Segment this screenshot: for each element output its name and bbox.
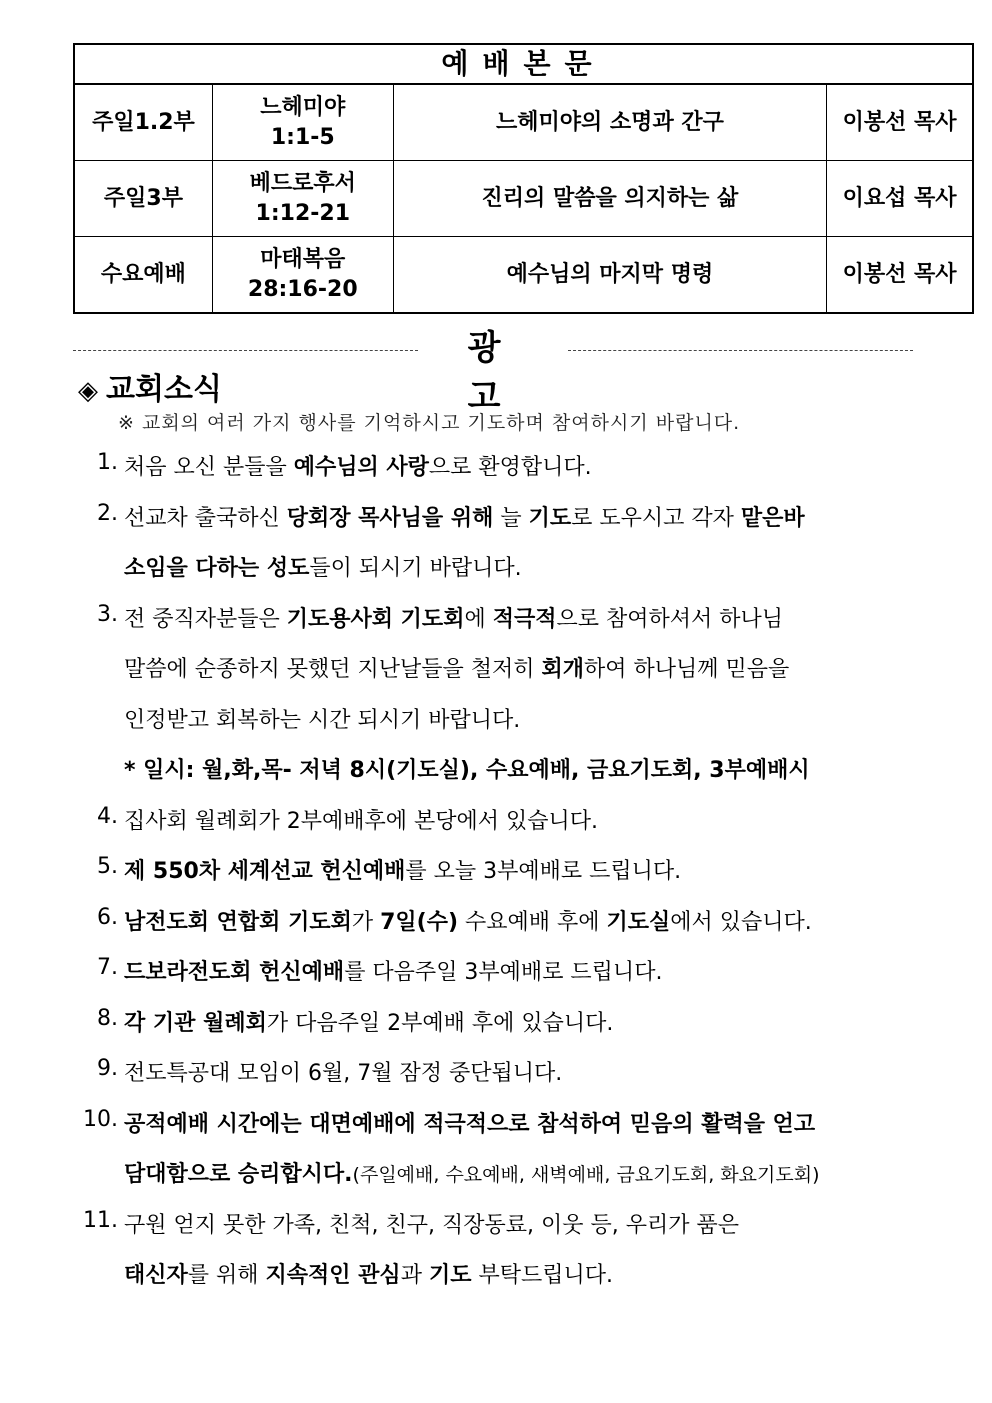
sermon-title: 진리의 말씀을 의지하는 삶 [393,161,826,237]
announcement-text: 말씀에 순종하지 못했던 지난날들을 철저히 회개하여 하나님께 믿음을 [124,657,790,682]
emphasis-text: 기도용사회 기도회 [286,606,465,632]
emphasis-text: 제 550차 세계선교 헌신예배 [124,859,406,884]
scripture-verse: 1:12-21 [255,200,351,226]
announcement-text: 드보라전도회 헌신예배를 다음주일 3부예배로 드립니다. [124,960,663,985]
announcement-text [124,1157,819,1188]
divider-right [568,350,913,351]
worship-table-title: 예배본문 [74,44,973,84]
sub-note: ※ 교회의 여러 가지 행사를 기억하시고 기도하며 참여하시기 바랍니다. [118,412,741,434]
emphasis-text: 회개 [541,657,585,682]
worship-row [74,84,973,161]
emphasis-text: * 일시: 월,화,목- 저녁 8시(기도실), 수요예배, 금요기도회, 3부예배시 [124,758,810,783]
announcement-text: 남전도회 연합회 기도회가 7일(수) 수요예배 후에 기도실에서 있습니다. [124,909,812,935]
sermon-title: 느헤미야의 소명과 간구 [393,84,826,161]
emphasis-text: 예수님의 사랑 [293,455,429,480]
announcement-text: 선교차 출국하신 당회장 목사님을 위해 늘 기도로 도우시고 각자 맡은바 [124,505,805,531]
emphasis-text: 7일(수) [380,909,459,935]
announcement-number: 6. [97,904,118,930]
announcement-text: 제 550차 세계선교 헌신예배를 오늘 3부예배로 드립니다. [124,859,682,884]
announcement-text [124,1107,815,1138]
emphasis-text: 태신자 [124,1263,188,1288]
announcement-number: 7. [97,955,118,980]
emphasis-text: 기도실 [606,909,671,935]
worship-text-table [73,43,974,314]
notice-title: 광고 [467,328,539,417]
emphasis-text: 맡은바 [740,505,805,531]
announcement-text: 처음 오신 분들을 예수님의 사랑으로 환영합니다. [124,455,592,480]
section-title [78,364,222,408]
announcement-number: 11. [83,1207,118,1233]
announcement-text: 각 기관 월례회가 다음주일 2부예배 후에 있습니다. [124,1010,614,1036]
announcement-number: 10. [83,1106,118,1132]
scripture-verse: 1:1-5 [270,124,335,150]
worship-row [74,161,973,237]
diamond-bullet-icon: ◈ [78,376,98,406]
announcement-number: 4. [97,803,118,829]
preacher: 이봉선 목사 [827,84,973,161]
service-list-note: (주일예배, 수요예배, 새벽예배, 금요기도회, 화요기도회) [352,1164,820,1186]
scripture-ref [212,237,393,314]
service-name: 수요예배 [74,237,212,314]
announcement-text: 태신자를 위해 지속적인 관심과 기도 부탁드립니다. [124,1263,613,1288]
announcement-text: 전도특공대 모임이 6월, 7월 잠정 중단됩니다. [124,1061,563,1086]
scripture-ref [212,161,393,237]
announcement-number: 8. [97,1005,118,1031]
announcement-number: 9. [97,1056,118,1081]
emphasis-text: 공적예배 시간에는 대면예배에 적극적으로 참석하여 믿음의 활력을 얻고 [124,1111,816,1137]
announcement-text: 구원 얻지 못한 가족, 친척, 친구, 직장동료, 이웃 등, 우리가 품은 [124,1212,739,1238]
scripture-book: 느헤미야 [260,94,346,120]
announcement-number: 3. [97,601,118,627]
announcement-text [124,753,810,784]
section-title-text: 교회소식 [106,372,222,407]
announcement-text: 소임을 다하는 성도들이 되시기 바랍니다. [124,556,522,581]
emphasis-text: 남전도회 연합회 기도회 [124,909,352,935]
emphasis-text: 기도 [428,1263,472,1288]
announcement-number: 2. [97,500,118,526]
emphasis-text: 드보라전도회 헌신예배 [124,960,345,985]
emphasis-text: 적극적 [492,606,557,632]
scripture-ref [212,84,393,161]
emphasis-text: 소임을 다하는 성도 [124,556,310,581]
announcement-text: 전 중직자분들은 기도용사회 기도회에 적극적으로 참여하셔서 하나님 [124,606,783,632]
preacher: 이봉선 목사 [827,237,973,314]
emphasis-text: 지속적인 관심 [265,1263,401,1288]
preacher: 이요섭 목사 [827,161,973,237]
sermon-title: 예수님의 마지막 명령 [393,237,826,314]
service-name: 주일1.2부 [74,84,212,161]
emphasis-text: 담대함으로 승리합시다. [124,1162,353,1187]
scripture-book: 베드로후서 [249,170,356,196]
scripture-verse: 28:16-20 [247,276,358,302]
announcement-text: 집사회 월례회가 2부예배후에 본당에서 있습니다. [124,808,599,834]
service-name: 주일3부 [74,161,212,237]
announcement-number: 1. [97,450,118,475]
worship-row [74,237,973,314]
emphasis-text: 기도 [528,505,572,531]
emphasis-text: 당회장 목사님을 위해 [286,505,494,531]
emphasis-text: 각 기관 월례회 [124,1010,267,1036]
divider-left [73,350,418,351]
announcement-text: 인정받고 회복하는 시간 되시기 바랍니다. [124,707,521,733]
scripture-book: 마태복음 [260,246,346,272]
announcement-number: 5. [97,854,118,879]
